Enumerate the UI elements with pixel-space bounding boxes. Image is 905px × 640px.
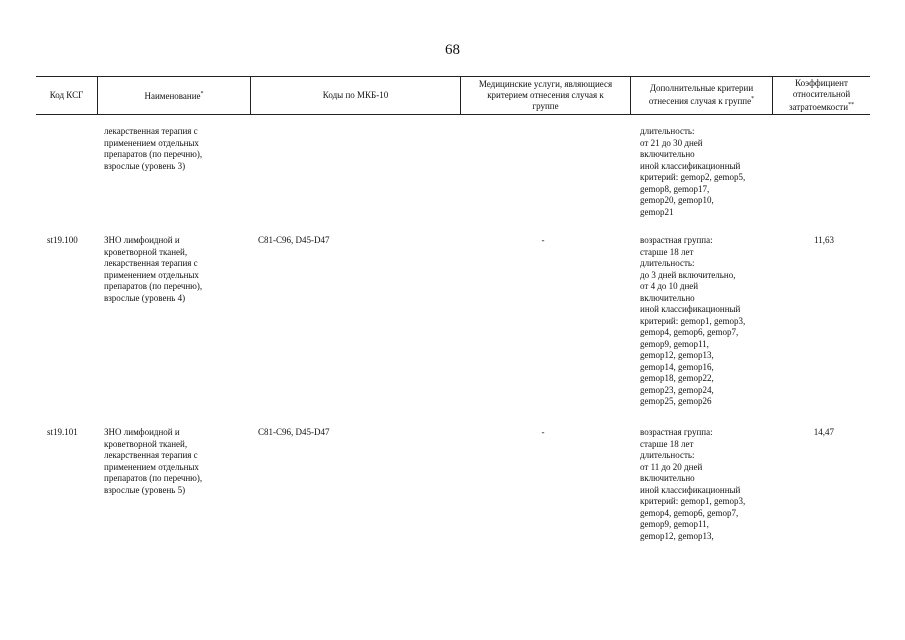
header-mkb: Коды по МКБ-10	[322, 89, 389, 100]
row-mkb-codes: C81-C96, D45-D47	[258, 235, 330, 245]
row-criteria: возрастная группа: старше 18 лет длительность: до 3 дней включительно, от 4 до 10 дней включительно иной классификационный критерий: gemop1, gemop3, gemop4, gemop6, gemop7, gemop9, gemop11, gemop12, gemop13, gemop14, gemop16, gemop18, gemop22, gemop23, gemop24, gemop25, gemop26	[640, 235, 746, 406]
table-header-bottom-border	[36, 114, 870, 115]
row-coefficient: 11,63	[814, 235, 834, 245]
row-coefficient: 14,47	[813, 427, 834, 437]
header-services: Медицинские услуги, являющиеся критерием отнесения случая к группе	[478, 78, 613, 111]
row-mkb-codes: C81-C96, D45-D47	[258, 427, 330, 437]
page-number: 68	[445, 42, 460, 58]
row-name: ЗНО лимфоидной и кроветворной тканей, лекарственная терапия с применением отдельных препаратов (по перечню), взрослые (уровень 5)	[104, 427, 203, 495]
row-continued-criteria: длительность: от 21 до 30 дней включительно иной классификационный критерий: gemop2, gemop5, gemop8, gemop17, gemop20, gemop10, gemop21	[640, 126, 746, 217]
row-continued-name: лекарственная терапия с применением отдельных препаратов (по перечню), взрослые (уровень 3)	[104, 126, 203, 171]
header-code: Код КСГ	[49, 89, 84, 100]
row-code: st19.100	[47, 235, 78, 245]
row-services: -	[541, 235, 545, 245]
header-coefficient: Коэффициент относительной затратоемкости**	[788, 77, 855, 112]
row-code: st19.101	[47, 427, 78, 437]
row-criteria: возрастная группа: старше 18 лет длительность: от 11 до 20 дней включительно иной классификационный критерий: gemop1, gemop3, gemop4, gemop6, gemop7, gemop9, gemop11, gemop12, gemop13,	[640, 427, 746, 541]
row-services: -	[541, 427, 545, 437]
header-name: Наименование*	[144, 90, 204, 101]
header-criteria: Дополнительные критерии отнесения случая к группе*	[648, 83, 755, 106]
row-name: ЗНО лимфоидной и кроветворной тканей, лекарственная терапия с применением отдельных препаратов (по перечню), взрослые (уровень 4)	[104, 235, 203, 303]
